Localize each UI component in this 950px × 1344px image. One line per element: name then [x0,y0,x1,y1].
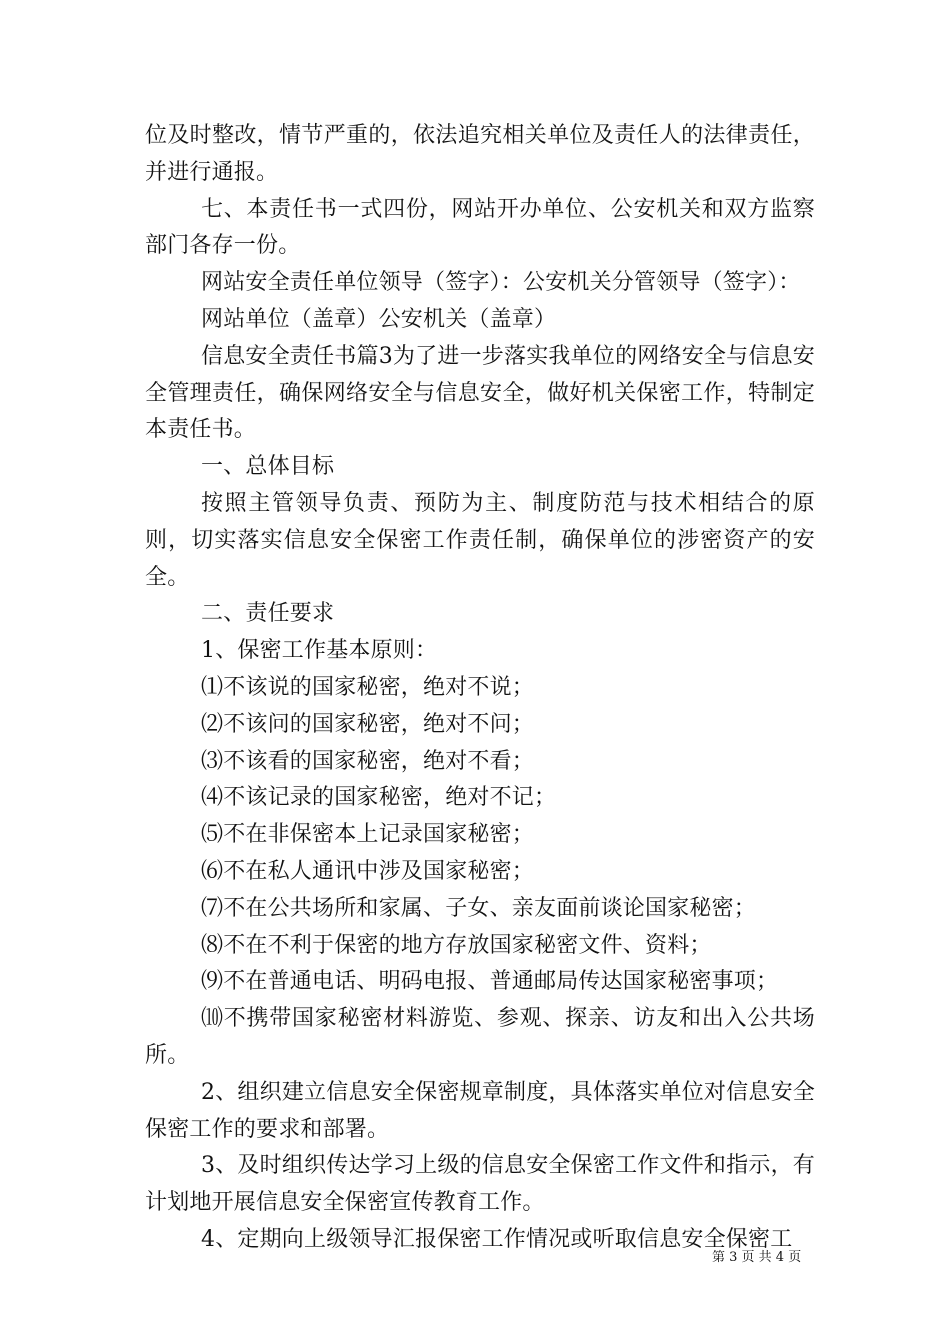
paragraph: 位及时整改，情节严重的，依法追究相关单位及责任人的法律责任，并进行通报。 [145,123,815,185]
paragraph: 七、本责任书一式四份，网站开办单位、公安机关和双方监察部门各存一份。 [145,196,815,259]
document-body [145,118,815,1259]
paragraph: ⑵不该问的国家秘密，绝对不问； [201,711,535,737]
paragraph: 网站安全责任单位领导（签字）：公安机关分管领导（签字）： [201,270,801,296]
paragraph: 网站单位（盖章）公安机关（盖章） [201,306,557,332]
paragraph: ⑼不在普通电话、明码电报、普通邮局传达国家秘密事项； [201,969,779,995]
paragraph: ⑻不在不利于保密的地方存放国家秘密文件、资料； [201,932,712,958]
paragraph: 4、定期向上级领导汇报保密工作情况或听取信息安全保密工 [201,1226,793,1252]
paragraph: 3、及时组织传达学习上级的信息安全保密工作文件和指示，有计划地开展信息安全保密宣传教育工作。 [145,1153,815,1216]
page-number: 第 3 页 共 4 页 [712,1250,802,1265]
paragraph: 二、责任要求 [201,601,335,627]
paragraph: 按照主管领导负责、预防为主、制度防范与技术相结合的原则，切实落实信息安全保密工作责任制，确保单位的涉密资产的安全。 [145,490,815,590]
paragraph: ⑷不该记录的国家秘密，绝对不记； [201,785,557,811]
paragraph: 1、保密工作基本原则： [201,638,438,664]
paragraph: ⑴不该说的国家秘密，绝对不说； [201,674,535,700]
paragraph: ⑸不在非保密本上记录国家秘密； [201,822,535,848]
paragraph: 2、组织建立信息安全保密规章制度，具体落实单位对信息安全保密工作的要求和部署。 [145,1079,815,1142]
paragraph: ⑹不在私人通讯中涉及国家秘密； [201,858,535,884]
paragraph: 信息安全责任书篇3为了进一步落实我单位的网络安全与信息安全管理责任，确保网络安全与信息安全，做好机关保密工作，特制定本责任书。 [145,343,815,443]
paragraph: 一、总体目标 [201,454,335,480]
paragraph: ⑽不携带国家秘密材料游览、参观、探亲、访友和出入公共场所。 [145,1006,815,1068]
paragraph: ⑶不该看的国家秘密，绝对不看； [201,748,535,774]
paragraph: ⑺不在公共场所和家属、子女、亲友面前谈论国家秘密； [201,895,757,921]
